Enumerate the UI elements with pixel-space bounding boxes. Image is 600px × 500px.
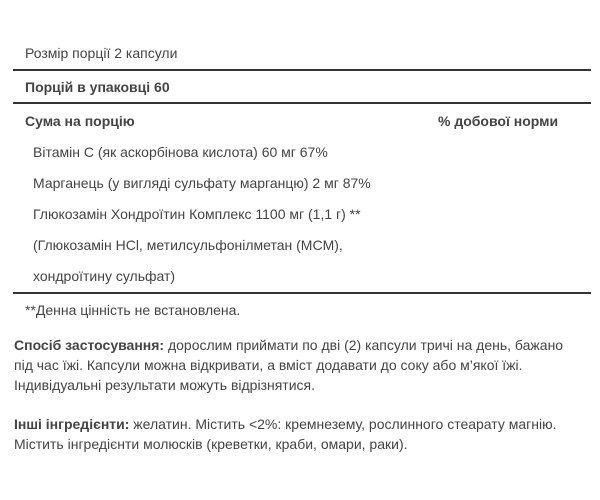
- serving-size: Розмір порції 2 капсули: [25, 45, 178, 61]
- nutrient-row: Вітамін C (як аскорбінова кислота) 60 мг 67%: [33, 144, 328, 160]
- usage-label: Спосіб застосування:: [14, 337, 165, 353]
- other-ingredients-label: Інші інгредієнти:: [14, 416, 130, 432]
- daily-value-header: % добової норми: [438, 113, 559, 129]
- servings-per-container: Порцій в упаковці 60: [25, 79, 170, 95]
- amount-per-serving-header: Сума на порцію: [25, 113, 135, 129]
- footnote: **Денна цінність не встановлена.: [25, 302, 241, 318]
- other-ingredients-text: желатин. Містить <2%: кремнезему, рослинного стеарату магнію. Містить інгредієнти молюсків (креветки, краби, омари, раки).: [14, 416, 557, 452]
- other-ingredients-paragraph: [14, 414, 584, 454]
- nutrient-row: Глюкозамін Хондроїтин Комплекс 1100 мг (1,1 г) **: [33, 206, 361, 222]
- divider: [13, 292, 591, 294]
- divider: [13, 69, 591, 71]
- nutrient-row: Марганець (у вигляді сульфату марганцю) 2 мг 87%: [33, 175, 371, 191]
- usage-text: дорослим приймати по дві (2) капсули тричі на день, бажано під час їжі. Капсули можна відкривати, а вміст додавати до соку або м’якої їжі. Індивідуальні результати можуть відрізнятися.: [14, 337, 564, 393]
- nutrient-row: хондроїтину сульфат): [33, 268, 176, 284]
- nutrient-row: (Глюкозамін HCl, метилсульфонілметан (MCM),: [33, 237, 343, 253]
- usage-paragraph: [14, 335, 584, 395]
- divider: [13, 102, 591, 104]
